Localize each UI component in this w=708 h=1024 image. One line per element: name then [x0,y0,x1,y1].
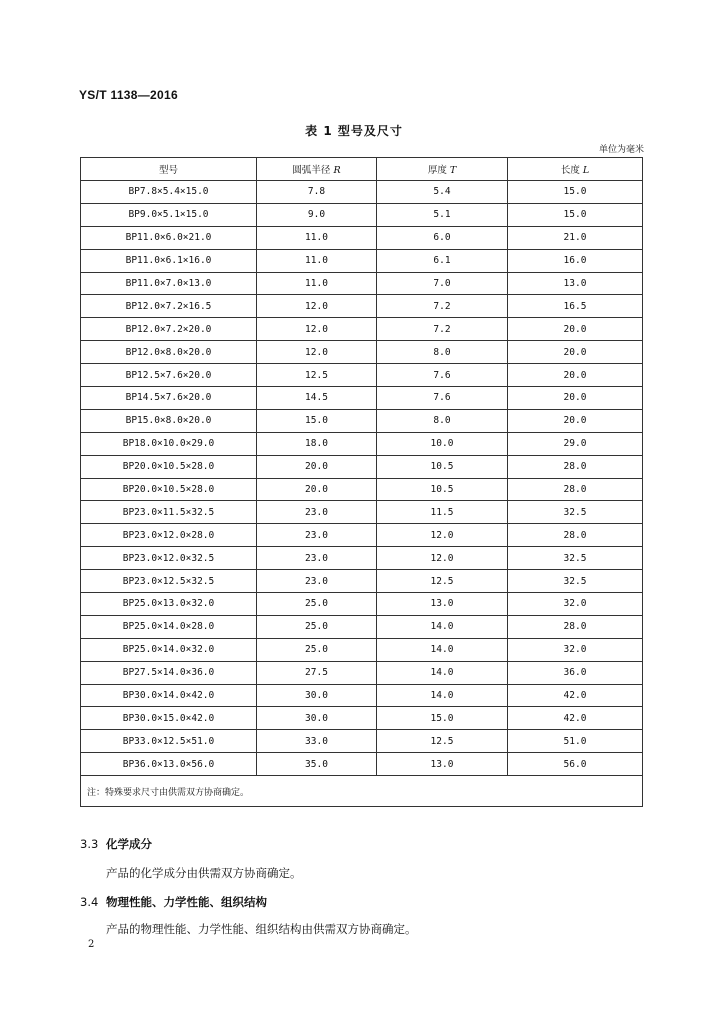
cell-radius: 18.0 [257,432,377,455]
cell-radius: 23.0 [257,547,377,570]
cell-length: 51.0 [508,730,643,753]
table-row [81,753,643,776]
cell-thickness: 10.5 [377,455,508,478]
table-row [81,524,643,547]
page-number: 2 [88,939,95,950]
section-title: 化学成分 [106,837,152,851]
cell-length: 15.0 [508,203,643,226]
cell-radius: 12.5 [257,364,377,387]
cell-length: 56.0 [508,753,643,776]
cell-model: BP36.0×13.0×56.0 [81,753,257,776]
cell-length: 42.0 [508,684,643,707]
column-header-model: 型号 [81,158,257,181]
cell-length: 20.0 [508,341,643,364]
cell-length: 28.0 [508,524,643,547]
column-header-length: 长度 L [508,158,643,181]
cell-model: BP25.0×14.0×28.0 [81,615,257,638]
cell-radius: 11.0 [257,226,377,249]
table-row [81,684,643,707]
table-row [81,615,643,638]
cell-thickness: 7.0 [377,272,508,295]
cell-thickness: 15.0 [377,707,508,730]
cell-thickness: 7.2 [377,318,508,341]
cell-length: 28.0 [508,455,643,478]
cell-radius: 20.0 [257,478,377,501]
table-row [81,501,643,524]
cell-model: BP18.0×10.0×29.0 [81,432,257,455]
section-number: 3.3 [80,837,99,851]
column-header-radius: 圆弧半径 R [257,158,377,181]
cell-radius: 11.0 [257,272,377,295]
cell-thickness: 7.2 [377,295,508,318]
cell-thickness: 13.0 [377,593,508,616]
cell-model: BP11.0×6.1×16.0 [81,249,257,272]
cell-radius: 20.0 [257,455,377,478]
cell-model: BP11.0×6.0×21.0 [81,226,257,249]
cell-thickness: 8.0 [377,409,508,432]
cell-radius: 15.0 [257,409,377,432]
cell-model: BP23.0×12.0×28.0 [81,524,257,547]
cell-length: 36.0 [508,661,643,684]
table-row [81,547,643,570]
cell-length: 13.0 [508,272,643,295]
table-row [81,570,643,593]
table-row [81,432,643,455]
cell-radius: 25.0 [257,638,377,661]
cell-length: 32.5 [508,501,643,524]
section-body-properties: 产品的物理性能、力学性能、组织结构由供需双方协商确定。 [106,922,417,936]
cell-length: 42.0 [508,707,643,730]
table-row [81,638,643,661]
cell-model: BP20.0×10.5×28.0 [81,478,257,501]
cell-radius: 12.0 [257,341,377,364]
cell-radius: 14.5 [257,387,377,410]
table-footnote: 注：特殊要求尺寸由供需双方协商确定。 [81,776,643,807]
cell-length: 21.0 [508,226,643,249]
cell-radius: 30.0 [257,684,377,707]
document-code: YS/T 1138—2016 [79,88,178,102]
cell-radius: 30.0 [257,707,377,730]
cell-thickness: 11.5 [377,501,508,524]
cell-length: 20.0 [508,364,643,387]
table-row [81,203,643,226]
column-header-thickness: 厚度 T [377,158,508,181]
table-row [81,730,643,753]
cell-thickness: 6.0 [377,226,508,249]
cell-length: 16.5 [508,295,643,318]
cell-thickness: 7.6 [377,364,508,387]
cell-length: 29.0 [508,432,643,455]
cell-model: BP12.0×7.2×16.5 [81,295,257,318]
cell-thickness: 8.0 [377,341,508,364]
cell-length: 32.5 [508,570,643,593]
cell-radius: 23.0 [257,501,377,524]
cell-length: 28.0 [508,615,643,638]
unit-note: 单位为毫米 [598,145,644,155]
table-row [81,318,643,341]
cell-radius: 27.5 [257,661,377,684]
cell-radius: 25.0 [257,593,377,616]
cell-thickness: 10.0 [377,432,508,455]
table-row [81,478,643,501]
cell-length: 32.5 [508,547,643,570]
cell-length: 32.0 [508,638,643,661]
table-title: 表 1 型号及尺寸 [305,124,403,138]
cell-radius: 23.0 [257,570,377,593]
table-row [81,272,643,295]
table-row [81,341,643,364]
cell-thickness: 5.1 [377,203,508,226]
cell-model: BP33.0×12.5×51.0 [81,730,257,753]
cell-radius: 7.8 [257,181,377,204]
table-row [81,387,643,410]
cell-length: 28.0 [508,478,643,501]
cell-model: BP25.0×14.0×32.0 [81,638,257,661]
section-title: 物理性能、力学性能、组织结构 [106,895,267,909]
table-row [81,364,643,387]
cell-model: BP25.0×13.0×32.0 [81,593,257,616]
cell-thickness: 12.5 [377,570,508,593]
cell-thickness: 13.0 [377,753,508,776]
table-row [81,181,643,204]
cell-thickness: 14.0 [377,684,508,707]
cell-model: BP7.8×5.4×15.0 [81,181,257,204]
cell-model: BP11.0×7.0×13.0 [81,272,257,295]
section-heading-properties [80,894,267,910]
cell-length: 20.0 [508,409,643,432]
cell-length: 32.0 [508,593,643,616]
cell-length: 20.0 [508,318,643,341]
cell-length: 16.0 [508,249,643,272]
cell-radius: 33.0 [257,730,377,753]
cell-model: BP15.0×8.0×20.0 [81,409,257,432]
table-row [81,226,643,249]
cell-thickness: 6.1 [377,249,508,272]
dimensions-table [80,157,643,807]
section-heading-chemical [80,836,152,852]
table-footnote-row [81,776,643,807]
section-body-chemical: 产品的化学成分由供需双方协商确定。 [106,866,302,880]
cell-model: BP12.0×8.0×20.0 [81,341,257,364]
cell-thickness: 10.5 [377,478,508,501]
table-row [81,409,643,432]
cell-radius: 9.0 [257,203,377,226]
cell-model: BP9.0×5.1×15.0 [81,203,257,226]
cell-model: BP20.0×10.5×28.0 [81,455,257,478]
table-row [81,295,643,318]
cell-model: BP12.5×7.6×20.0 [81,364,257,387]
table-row [81,707,643,730]
cell-thickness: 12.0 [377,524,508,547]
cell-thickness: 7.6 [377,387,508,410]
cell-model: BP12.0×7.2×20.0 [81,318,257,341]
cell-model: BP30.0×14.0×42.0 [81,684,257,707]
cell-length: 20.0 [508,387,643,410]
table-row [81,661,643,684]
cell-model: BP23.0×12.5×32.5 [81,570,257,593]
table-row [81,249,643,272]
cell-radius: 25.0 [257,615,377,638]
table-row [81,455,643,478]
cell-thickness: 12.5 [377,730,508,753]
cell-radius: 11.0 [257,249,377,272]
cell-thickness: 14.0 [377,638,508,661]
table-body [81,181,643,776]
cell-radius: 12.0 [257,318,377,341]
cell-model: BP14.5×7.6×20.0 [81,387,257,410]
cell-radius: 35.0 [257,753,377,776]
cell-model: BP23.0×11.5×32.5 [81,501,257,524]
table-header-row [81,158,643,181]
cell-thickness: 12.0 [377,547,508,570]
cell-radius: 12.0 [257,295,377,318]
cell-model: BP27.5×14.0×36.0 [81,661,257,684]
cell-thickness: 14.0 [377,615,508,638]
cell-length: 15.0 [508,181,643,204]
cell-thickness: 14.0 [377,661,508,684]
table-row [81,593,643,616]
section-number: 3.4 [80,895,99,909]
cell-radius: 23.0 [257,524,377,547]
cell-thickness: 5.4 [377,181,508,204]
cell-model: BP30.0×15.0×42.0 [81,707,257,730]
cell-model: BP23.0×12.0×32.5 [81,547,257,570]
